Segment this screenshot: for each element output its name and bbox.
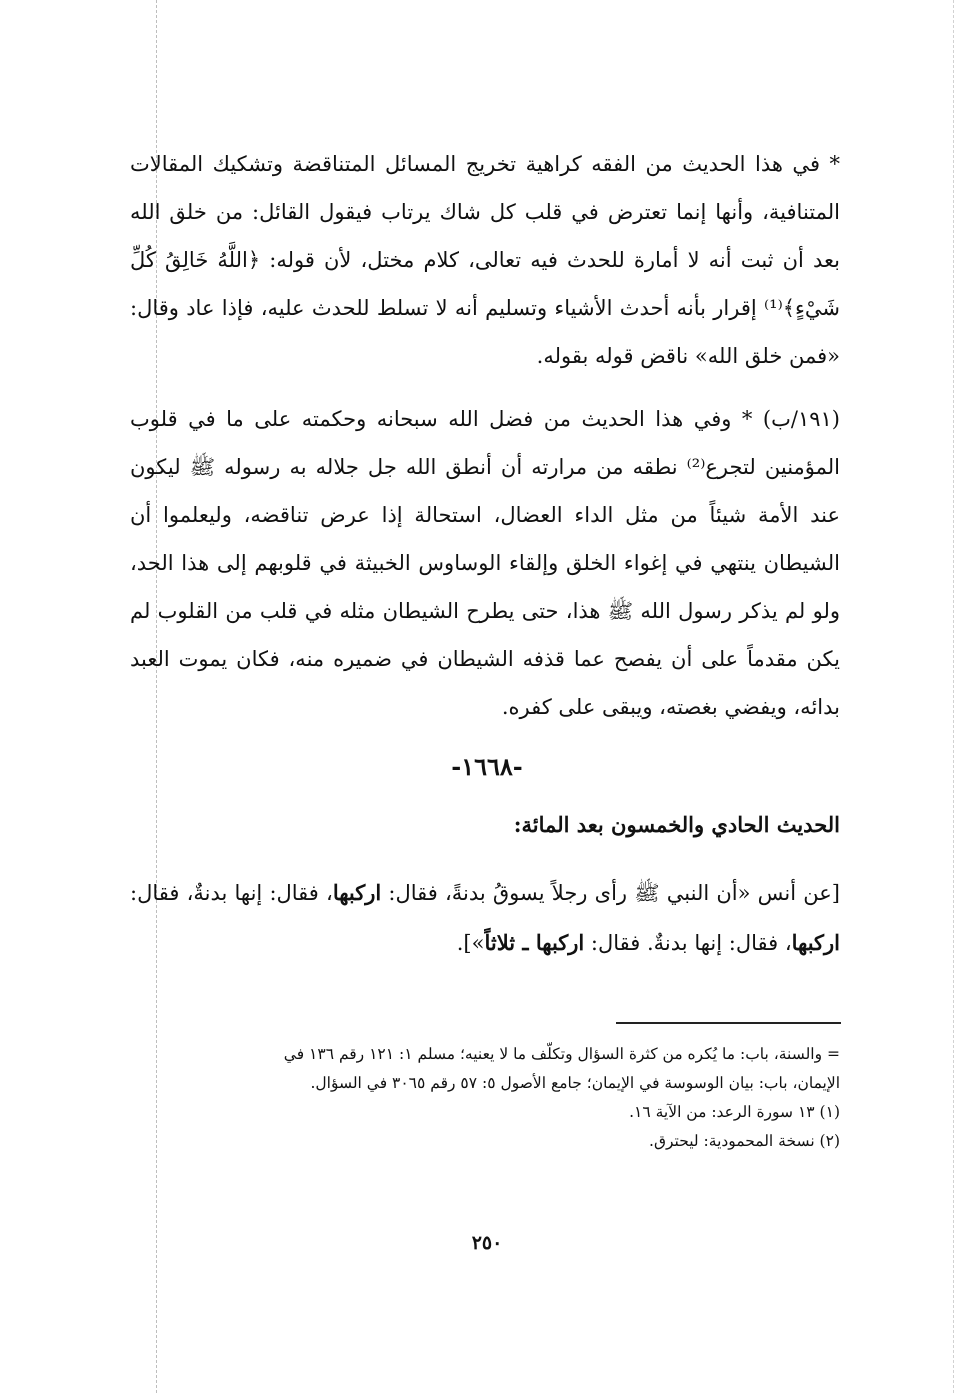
hadith-heading: الحديث الحادي والخمسون بعد المائة: [513,812,840,837]
footnote-divider [616,1022,841,1024]
hadith-text-mid-1: ، فقال: إنها بدنةٌ، فقال: [130,881,333,905]
hadith-text-open: [عن أنس «أن النبي ﷺ رأى رجلاً يسوقُ بدنةً، فقال: [381,881,840,905]
hadith-text-mid-2: ، فقال: إنها بدنةٌ. فقال: [584,931,792,955]
hadith-text-close: »]. [456,931,485,955]
page-number: ٢٥٠ [471,1232,503,1254]
paragraph-fiqh-commentary: * في هذا الحديث من الفقه كراهية تخريج المسائل المتناقضة وتشكيك المقالات المتنافية، وأنها إنما تعترض في قلب كل شاك يرتاب فيقول القائل: من خلق الله بعد أن ثبت أنه لا أمارة للحدث فيه تعالى، كلام مختل، لأن قوله: ﴿اللَّهُ خَالِقُ كُلِّ شَيْءٍ﴾⁽¹⁾ إقرار بأنه أحدث الأشياء وتسليم أنه لا تسلط للحدث عليه، فإذا عاد وقال: «فمن خلق الله» ناقض قوله بقوله. [130,152,840,368]
scan-artifact-right [953,0,954,1393]
hadith-command-1: اركبها [332,880,382,905]
footnote-1: (١) ١٣ سورة الرعد: من الآية ١٦. [629,1103,840,1121]
footnote-continuation-line-2: الإيمان، باب: بيان الوسوسة في الإيمان؛ جامع الأصول ٥: ٥٧ رقم ٣٠٦٥ في السؤال. [310,1074,840,1092]
footnotes [130,1040,840,1156]
hadith-text [130,868,840,968]
paragraph-wisdom-commentary: (١٩١/ب) * وفي هذا الحديث من فضل الله سبحانه وحكمته على ما في قلوب المؤمنين لتجرع⁽²⁾ نطقه من مرارته أن أنطق الله جل جلاله به رسوله ﷺ ليكون عند الأمة شيئاً من مثل الداء العضال، استحالة إذا عرض تناقضه، وليعلموا أن الشيطان ينتهي في إغواء الخلق وإلقاء الوساوس الخبيثة في قلوبهم إلى هذا الحد، ولو لم يذكر رسول الله ﷺ هذا، حتى يطرح الشيطان مثله في قلب من القلوب لم يكن مقدماً على أن يفصح عما قذفه الشيطان في ضميره منه، فكان يموت العبد بدائه، ويفضي بغصته، ويبقى على كفره. [130,407,841,719]
hadith-command-3: اركبها ـ ثلاثاً [484,930,585,955]
footnote-2: (٢) نسخة المحمودية: ليحترق. [649,1132,840,1150]
hadith-command-2: اركبها [791,930,840,955]
hadith-number: -١٦٦٨- [451,752,523,781]
footnote-continuation-line-1: = والسنة، باب: ما يُكره من كثرة السؤال وتكلّف ما لا يعنيه؛ مسلم ١: ١٢١ رقم ١٣٦ في [283,1045,840,1063]
